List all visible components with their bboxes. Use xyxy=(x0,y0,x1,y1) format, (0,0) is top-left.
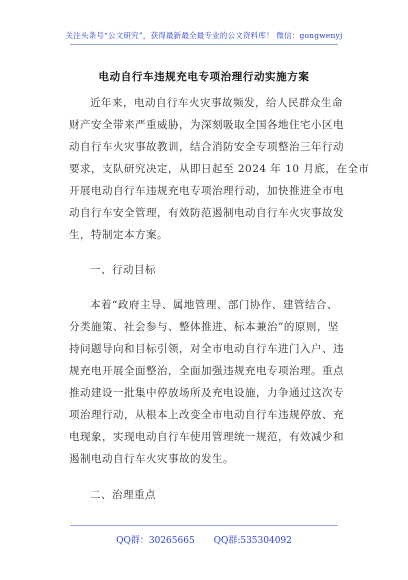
paragraph-2-line-3: 持问题导向和目标引领，对全市电动自行车进门入户、违 xyxy=(69,343,344,355)
paragraph-2-line-2: 分类施策、社会参与、整体推进、标本兼治”的原则，坚 xyxy=(69,321,339,333)
paragraph-1-line-7: 生，特制定本方案。 xyxy=(69,229,168,241)
paragraph-2-line-6: 项治理行动，从根本上改变全市电动自行车违规停放、充 xyxy=(69,409,344,421)
paragraph-1-line-2: 财产安全带来严重威胁，为深刻吸取全国各地住宅小区电 xyxy=(69,119,344,131)
paragraph-1-line-4: 要求，支队研究决定，从即日起至 2024 年 10 月底，在全市 xyxy=(69,163,370,175)
header-divider xyxy=(70,44,338,45)
paragraph-2-line-1: 本着“政府主导、属地管理、部门协作、建管结合、 xyxy=(90,299,338,311)
footer-divider xyxy=(70,525,338,526)
paragraph-2-line-8: 遏制电动自行车火灾事故的发生。 xyxy=(69,453,234,465)
paragraph-2-line-4: 规充电开展全面整治，全面加强违规充电专项治理。重点 xyxy=(69,365,344,377)
section-heading-2: 二、治理重点 xyxy=(90,489,156,501)
header-banner: 关注头条号“公文研究”，获得最新最全最专业的公文资料库！ 微信：gongwenyj xyxy=(65,31,343,40)
paragraph-1-line-3: 动自行车火灾事故教训，结合消防安全专项整治三年行动 xyxy=(69,141,344,153)
footer-qq-group-1: QQ群：30265665 xyxy=(116,536,195,546)
paragraph-2-line-7: 电现象，实现电动自行车使用管理统一规范，有效减少和 xyxy=(69,431,344,443)
footer-qq-group-2: QQ群:535304092 xyxy=(213,536,292,546)
paragraph-2-line-5: 推动建设一批集中停放场所及充电设施，力争通过这次专 xyxy=(69,387,344,399)
paragraph-1-line-5: 开展电动自行车违规充电专项治理行动，加快推进全市电 xyxy=(69,185,344,197)
footer xyxy=(0,533,408,546)
paragraph-1-line-1: 近年来，电动自行车火灾事故频发，给人民群众生命 xyxy=(90,97,343,109)
section-heading-1: 一、行动目标 xyxy=(90,264,156,276)
paragraph-1-line-6: 动自行车安全管理，有效防范遏制电动自行车火灾事故发 xyxy=(69,207,344,219)
document-title: 电动自行车违规充电专项治理行动实施方案 xyxy=(98,71,310,83)
